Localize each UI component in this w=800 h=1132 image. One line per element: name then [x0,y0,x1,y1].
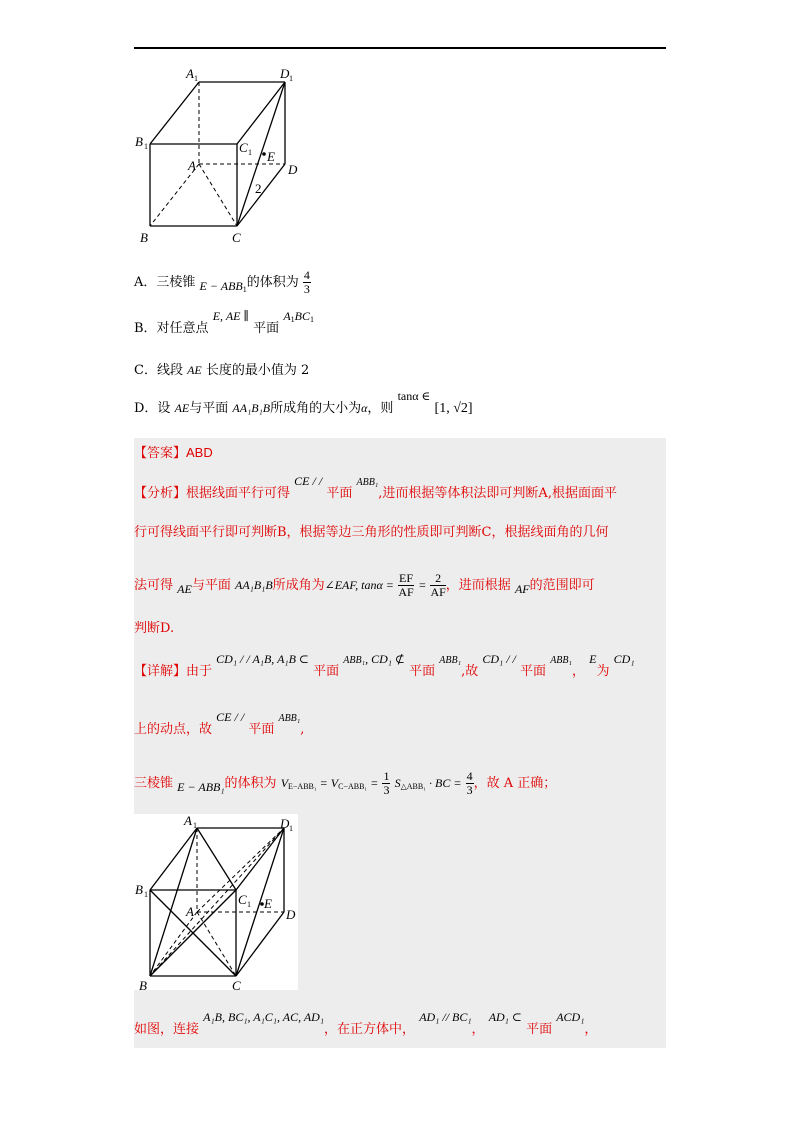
t: 平面 [326,486,353,501]
label-d1: D [280,816,290,831]
option-d-expr: AE [174,401,190,415]
den: 3 [303,282,310,296]
option-a-prefix: A．三棱锥 [134,275,196,290]
m: CD₁ [613,652,635,666]
d: AF [430,585,446,599]
label-a1: A [186,66,194,81]
d: AF [398,585,414,599]
m: = [418,578,427,592]
point-e [262,152,266,156]
t: 所成角为 [272,578,325,593]
m: CD₁ / / A₁B, A₁B ⊂ [216,652,309,666]
option-b-plane: 平面 [253,321,280,336]
t: 上的动点，故 [134,722,213,737]
option-d-mid: 与平面 [189,401,229,416]
v: = [370,776,379,790]
m: ABB₁ [343,655,366,666]
label-b: B [140,230,148,245]
option-c-prefix: C．线段 [134,363,183,378]
label-c1: C [239,140,248,155]
m: E − ABB₁ [177,780,225,794]
sub: 1 [242,285,247,294]
t: 的体积为 [224,776,277,791]
option-a-fraction [303,269,311,296]
label-c: C [232,978,241,993]
label-c: C [232,230,241,245]
m: ABB₁ [439,655,462,666]
option-d-suffix: 所成角的大小为 [270,401,362,416]
t: 与平面 [191,578,231,593]
sub: 1 [248,148,252,157]
label-b: B [139,978,147,993]
t: BC [294,309,311,323]
m: ABB₁ [550,655,572,666]
n: 2 [430,572,445,586]
option-b [134,309,315,342]
m: CD₁ / / [482,652,516,666]
t: ，在正方体中， [324,1022,416,1037]
option-d-interval: [1, √2] [434,401,473,416]
d: 3 [466,783,473,797]
t: 平面 [520,664,547,679]
sub: 1 [194,74,198,83]
option-d-plane: AA₁B₁B [232,401,271,415]
label-e: E [264,896,272,911]
m: AD₁ // BC₁ [419,1010,472,1024]
t: ， [584,1022,598,1037]
label-length-2: 2 [255,181,262,196]
v: V [280,776,289,790]
option-d [134,389,473,419]
frac [382,770,390,797]
sub: C−ABB₁ [338,782,368,791]
m: , CD₁ ⊄ [365,652,405,666]
alpha: α [361,401,368,415]
t: 由于 [186,664,213,679]
sub: 1 [289,824,293,833]
answer-value: ABD [186,445,213,460]
t: ， [572,664,586,679]
t: ,故 [461,664,479,679]
m: AE [177,582,192,596]
m: AD₁ ⊂ [488,1010,522,1024]
detail-line-4 [134,1010,598,1041]
n: 4 [466,769,473,783]
answer-tag: 【答案】 [134,446,187,461]
t: , [300,722,305,737]
v: = V [319,776,339,790]
label-a1: A [184,813,192,828]
label-d1: D [280,66,290,81]
option-a-expr [200,279,247,293]
m: CE / / [294,474,323,488]
option-a-suffix: 的体积为 [246,275,299,290]
label-d: D [288,162,298,177]
m: A₁B, BC₁, A₁C₁, AC, AD₁ [203,1010,325,1024]
option-c-suffix: 长度的最小值为 2 [205,363,310,378]
header-rule [134,47,666,49]
m: CE / / [216,710,245,724]
sub: E−ABB₁ [288,782,317,791]
t: 三棱锥 [134,776,174,791]
detail-line-3 [134,770,556,798]
frac [466,770,474,797]
frac [430,572,445,599]
label-e: E [267,149,275,164]
analysis-line-1 [134,474,617,506]
cube-figure-2 [134,812,304,998]
option-b-expr: E, AE ∥ [212,309,250,323]
t: 如图，连接 [134,1022,200,1037]
analysis-line-2: 行可得线面平行即可判断B，根据等边三角形的性质即可判断C，根据线面角的几何 [134,525,609,540]
t: 平面 [313,664,340,679]
label-a: A [188,158,196,173]
d: 3 [383,783,390,797]
n: EF [399,571,414,585]
n: 1 [383,769,390,783]
sub: 1 [144,890,148,899]
sub: 1 [289,74,293,83]
analysis-line-4: 判断D. [134,621,175,636]
s: · BC = [428,776,462,790]
detail-line-2 [134,710,305,742]
t: 根据线面平行可得 [186,486,291,501]
sub: 1 [310,315,315,324]
t: 平面 [526,1022,553,1037]
t: 平面 [248,722,275,737]
sub: 1 [193,821,197,830]
m: E [589,652,597,666]
detail-tag: 【详解】 [134,664,187,679]
m: AF [514,582,530,596]
t: ，故 A 正确； [473,776,557,791]
m: ABB₁ [356,477,379,488]
m: ACD₁ [556,1010,585,1024]
option-c [134,360,309,381]
t: 为 [596,664,610,679]
m [281,776,379,790]
t: ,进而根据等体积法即可判断A,根据面面平 [378,486,617,501]
s: S [394,776,401,790]
option-b-target [283,309,314,323]
label-b1: B [135,882,143,897]
label-b1: B [135,134,143,149]
option-d-prefix: D．设 [134,401,171,416]
label-c1: C [238,892,247,907]
t: ， [471,1022,485,1037]
analysis-tag: 【分析】 [134,486,187,501]
analysis-line-3 [134,572,595,599]
option-c-expr: AE [187,363,202,377]
sub: 1 [144,142,148,151]
t: 平面 [409,664,436,679]
label-a: A [186,904,194,919]
cube-figure-1 [130,62,310,248]
option-d-tan: tanα ∈ [397,389,431,403]
answer-line [134,442,213,465]
t: 的范围即可 [529,578,595,593]
t: A [283,309,291,323]
sub: △ABB₁ [400,782,426,791]
sub: 1 [247,900,251,909]
sub: 1 [290,315,295,324]
m: ∠EAF, tanα = [324,578,394,592]
option-a [134,269,311,296]
t: 法可得 [134,578,174,593]
m [395,776,462,790]
frac [398,572,414,599]
expr: E − ABB [199,279,243,293]
option-b-prefix: B．对任意点 [134,321,209,336]
t: ，进而根据 [445,578,511,593]
option-d-then: ，则 [367,401,394,416]
m: ABB₁ [278,713,301,724]
detail-line-1 [134,652,635,684]
label-d: D [286,907,296,922]
m: AA₁B₁B [234,578,273,592]
num: 4 [303,268,310,282]
